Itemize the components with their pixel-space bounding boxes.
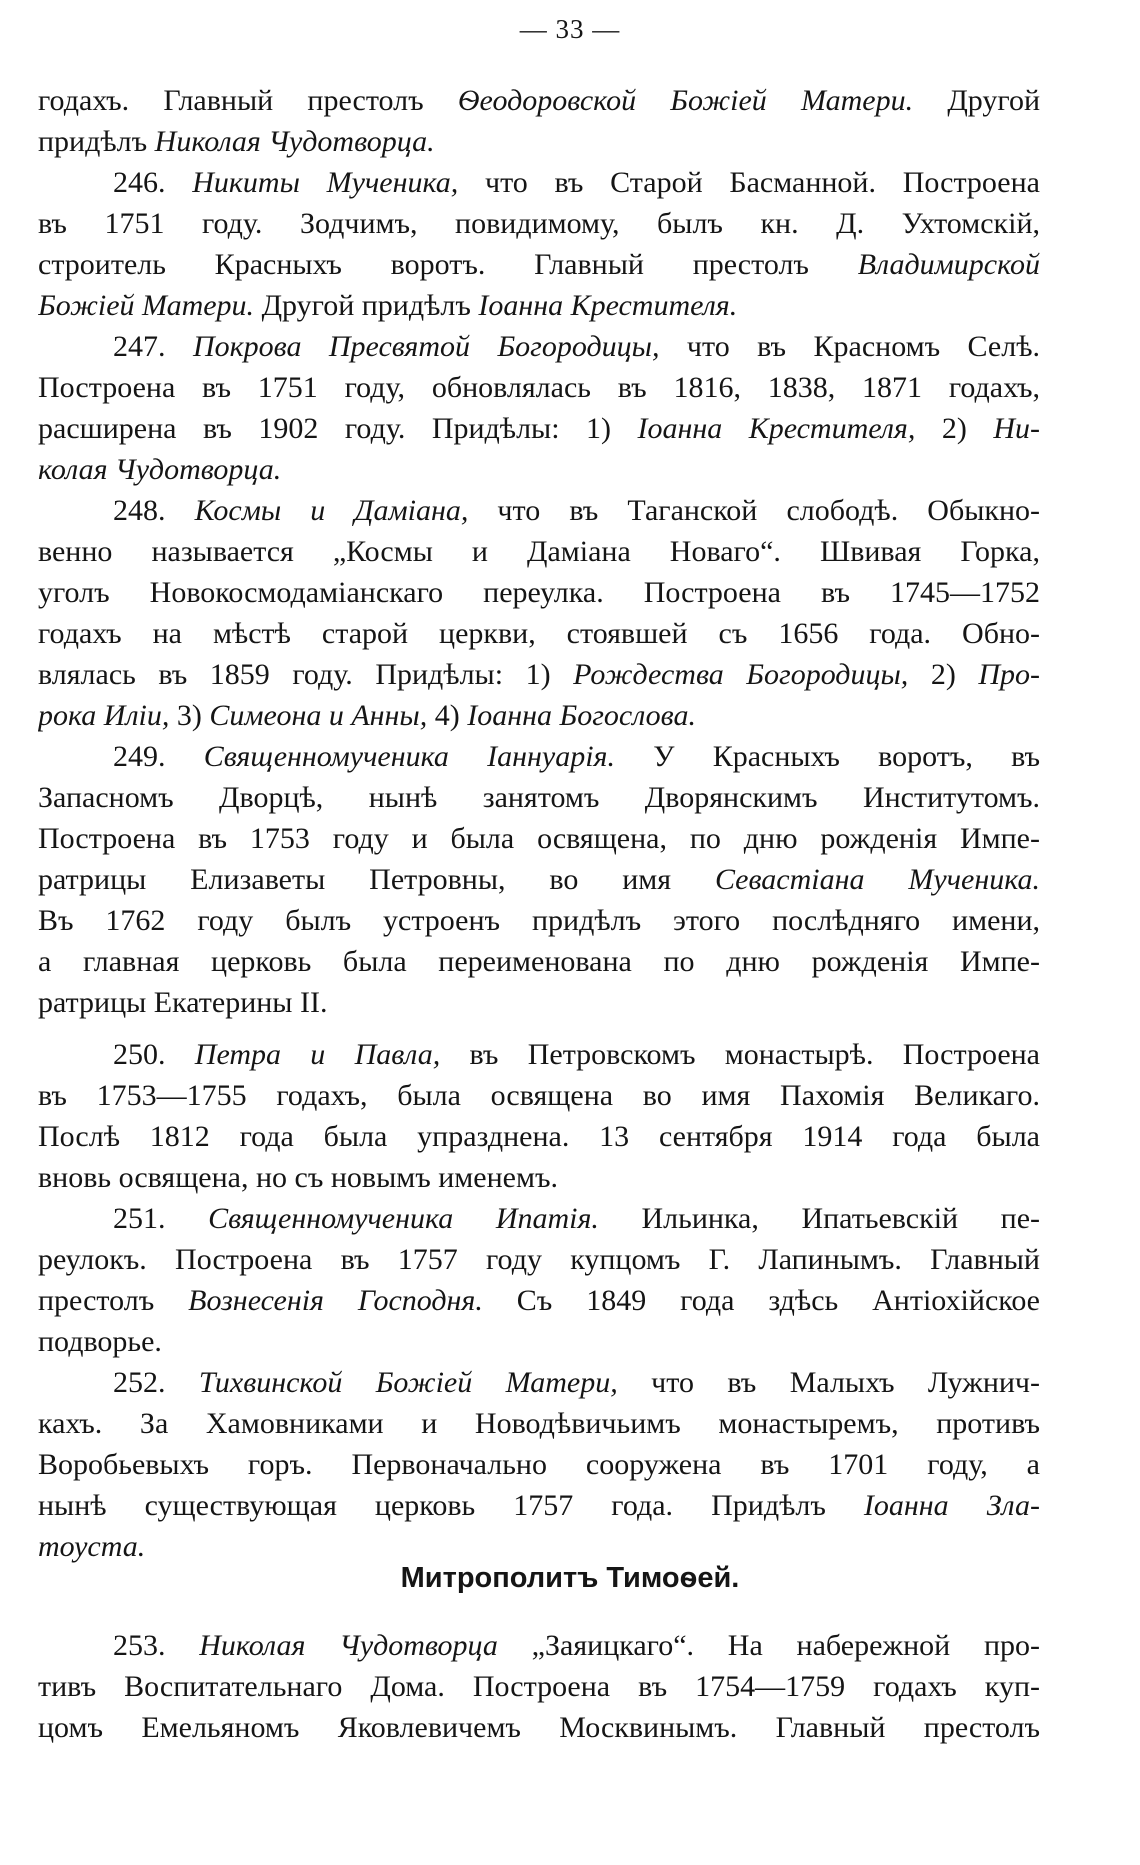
text-line: [38, 121, 1040, 162]
text-span: въ Петровскомъ монастырѣ. Построена: [440, 1038, 1040, 1071]
text-line: [38, 531, 1040, 572]
text-span: ратрицы Екатерины II.: [38, 986, 328, 1019]
italic-text: рока Иліи,: [38, 699, 170, 732]
text-line: [38, 1362, 1040, 1403]
text-block-entry-253: [38, 1625, 1040, 1748]
italic-text: Священномученика Іаннуарія.: [203, 740, 615, 773]
page-number: — 33 —: [519, 14, 621, 44]
text-span: 253.: [113, 1629, 200, 1662]
italic-text: Рождества Богородицы,: [573, 658, 909, 691]
text-span: влялась въ 1859 году. Придѣлы: 1): [38, 658, 574, 691]
text-span: уголъ Новокосмодаміанскаго переулка. Построена въ 1745—1752: [38, 576, 1040, 609]
text-line: [38, 1625, 1040, 1666]
text-line: [38, 982, 1040, 1023]
text-line: [38, 941, 1040, 982]
text-line: [38, 654, 1040, 695]
italic-text: Симеона и Анны,: [209, 699, 428, 732]
text-line: [38, 203, 1040, 244]
text-block-entries-250-252: [38, 1034, 1040, 1567]
text-line: [38, 285, 1040, 326]
text-line: [38, 1157, 1040, 1198]
text-span: цомъ Емельяномъ Яковлевичемъ Москвинымъ. Главный престолъ: [38, 1711, 1040, 1744]
text-span: реулокъ. Построена въ 1757 году купцомъ Г. Лапинымъ. Главный: [38, 1243, 1040, 1276]
text-span: 3): [169, 699, 210, 732]
text-span: что въ Малыхъ Лужнич-: [617, 1366, 1040, 1399]
text-span: 250.: [113, 1038, 195, 1071]
text-span: У Красныхъ воротъ, въ: [615, 740, 1040, 773]
italic-text: Іоанна Крестителя,: [637, 412, 916, 445]
text-span: 2): [915, 412, 994, 445]
text-line: [38, 80, 1040, 121]
text-span: Въ 1762 году былъ устроенъ придѣлъ этого послѣдняго имени,: [38, 904, 1040, 937]
text-span: а главная церковь была переименована по дню рожденія Импе-: [38, 945, 1040, 978]
text-span: 247.: [113, 330, 193, 363]
text-span: 246.: [113, 166, 193, 199]
italic-text: Космы и Даміана,: [194, 494, 469, 527]
text-span: ратрицы Елизаветы Петровны, во имя: [38, 863, 715, 896]
italic-text: Іоанна Крестителя.: [478, 289, 738, 322]
text-span: 248.: [113, 494, 195, 527]
text-span: 249.: [113, 740, 204, 773]
text-span: венно называется „Космы и Даміана Новаго“. Швивая Горка,: [38, 535, 1040, 568]
text-line: [38, 1280, 1040, 1321]
text-span: Съ 1849 года здѣсь Антіохійское: [482, 1284, 1040, 1317]
text-line: [38, 1034, 1040, 1075]
text-line: [38, 1116, 1040, 1157]
italic-text: Николая Чудотворца.: [154, 125, 435, 158]
text-line: [38, 1485, 1040, 1526]
text-span: что въ Таганской слободѣ. Обыкно-: [468, 494, 1040, 527]
text-span: 252.: [113, 1366, 199, 1399]
text-span: придѣлъ: [38, 125, 155, 158]
text-span: что въ Старой Басманной. Построена: [458, 166, 1040, 199]
text-span: Запасномъ Дворцѣ, нынѣ занятомъ Дворянскимъ Институтомъ.: [38, 781, 1040, 814]
italic-text: Іоанна Богослова.: [467, 699, 696, 732]
text-span: Воробьевыхъ горъ. Первоначально сооружена въ 1701 году, а: [38, 1448, 1040, 1481]
text-span: годахъ на мѣстѣ старой церкви, стоявшей съ 1656 года. Обно-: [38, 617, 1040, 650]
text-span: годахъ. Главный престолъ: [38, 84, 458, 117]
text-line: [38, 1444, 1040, 1485]
text-span: въ 1753—1755 годахъ, была освящена во имя Пахомія Великаго.: [38, 1079, 1040, 1112]
text-span: Послѣ 1812 года была упразднена. 13 сентября 1914 года была: [38, 1120, 1040, 1153]
italic-text: Про-: [978, 658, 1040, 691]
text-line: [38, 1321, 1040, 1362]
italic-text: Владимирской: [857, 248, 1040, 281]
text-span: Построена въ 1753 году и была освящена, по дню рожденія Импе-: [38, 822, 1040, 855]
text-line: [38, 695, 1040, 736]
italic-text: Севастіана Мученика.: [714, 863, 1040, 896]
text-line: [38, 326, 1040, 367]
text-line: [38, 449, 1040, 490]
text-span: кахъ. За Хамовниками и Новодѣвичьимъ монастыремъ, противъ: [38, 1407, 1040, 1440]
text-line: [38, 1403, 1040, 1444]
text-line: [38, 572, 1040, 613]
text-span: расширена въ 1902 году. Придѣлы: 1): [38, 412, 638, 445]
text-span: вновь освящена, но съ новымъ именемъ.: [38, 1161, 558, 1194]
text-span: нынѣ существующая церковь 1757 года. Придѣлъ: [38, 1489, 864, 1522]
italic-text: Никиты Мученика,: [192, 166, 459, 199]
italic-text: Покрова Пресвятой Богородицы,: [192, 330, 660, 363]
text-line: [38, 1707, 1040, 1748]
text-span: подворье.: [38, 1325, 162, 1358]
text-line: [38, 736, 1040, 777]
italic-text: Тихвинской Божіей Матери,: [198, 1366, 618, 1399]
italic-text: Іоанна Зла-: [863, 1489, 1040, 1522]
text-line: [38, 613, 1040, 654]
italic-text: Ни-: [993, 412, 1040, 445]
text-span: тивъ Воспитательнаго Дома. Построена въ 1754—1759 годахъ куп-: [38, 1670, 1040, 1703]
italic-text: Петра и Павла,: [194, 1038, 441, 1071]
text-span: строитель Красныхъ воротъ. Главный престолъ: [38, 248, 858, 281]
text-block-entries-246-249: [38, 80, 1040, 1023]
text-line: [38, 244, 1040, 285]
italic-text: Николая Чудотворца: [199, 1629, 498, 1662]
text-line: [38, 408, 1040, 449]
text-span: „Заяицкаго“. На набережной про-: [497, 1629, 1040, 1662]
text-span: 4): [427, 699, 468, 732]
text-span: 2): [908, 658, 979, 691]
text-line: [38, 818, 1040, 859]
italic-text: Священномученика Ипатія.: [208, 1202, 599, 1235]
italic-text: Ѳеодоровской Божіей Матери.: [457, 84, 914, 117]
text-line: [38, 162, 1040, 203]
text-span: Другой: [913, 84, 1040, 117]
text-span: что въ Красномъ Селѣ.: [659, 330, 1040, 363]
text-line: [38, 1239, 1040, 1280]
italic-text: колая Чудотворца.: [38, 453, 282, 486]
section-heading: Митрополитъ Тимоѳей.: [400, 1562, 740, 1594]
text-span: въ 1751 году. Зодчимъ, повидимому, былъ кн. Д. Ухтомскій,: [38, 207, 1040, 240]
italic-text: тоуста.: [38, 1530, 146, 1563]
italic-text: Вознесенія Господня.: [188, 1284, 483, 1317]
text-span: престолъ: [38, 1284, 189, 1317]
text-line: [38, 367, 1040, 408]
text-span: Построена въ 1751 году, обновлялась въ 1816, 1838, 1871 годахъ,: [38, 371, 1040, 404]
text-span: Ильинка, Ипатьевскій пе-: [598, 1202, 1040, 1235]
text-line: [38, 1075, 1040, 1116]
text-span: 251.: [113, 1202, 209, 1235]
text-line: [38, 1198, 1040, 1239]
text-span: Другой придѣлъ: [254, 289, 479, 322]
italic-text: Божіей Матери.: [38, 289, 255, 322]
text-line: [38, 490, 1040, 531]
text-line: [38, 900, 1040, 941]
text-line: [38, 859, 1040, 900]
text-line: [38, 777, 1040, 818]
text-line: [38, 1666, 1040, 1707]
